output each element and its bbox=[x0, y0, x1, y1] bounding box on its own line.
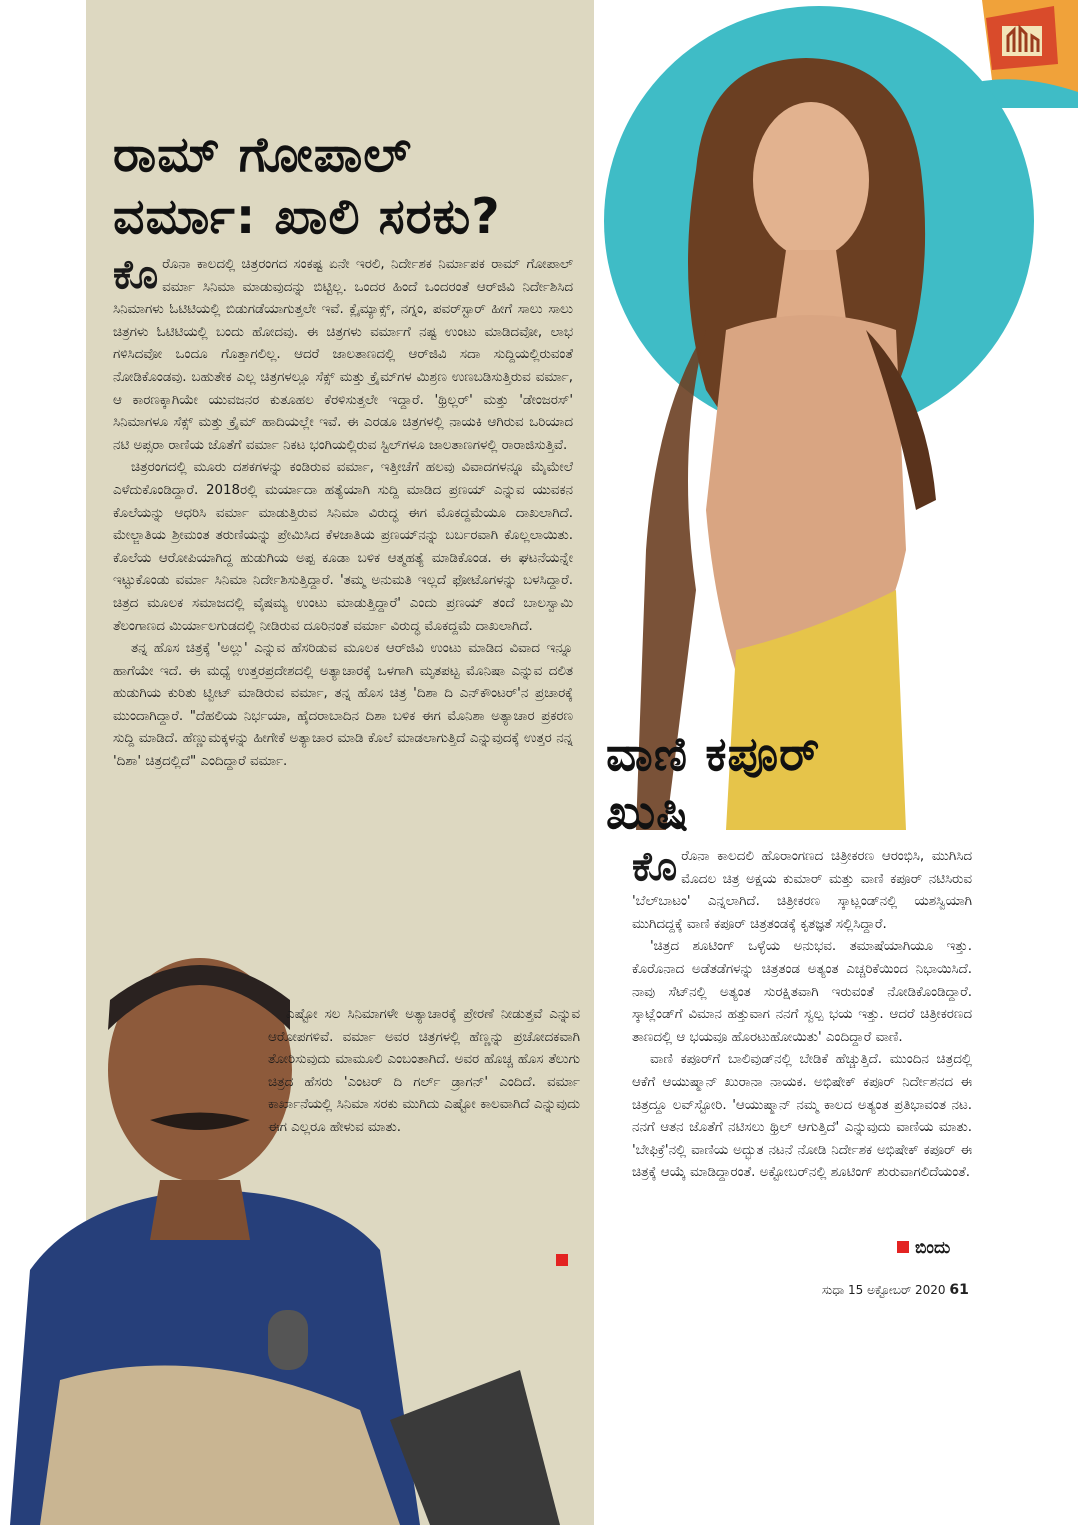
page-number: 61 bbox=[949, 1282, 969, 1298]
article2-paragraph: ವಾಣಿ ಕಪೂರ್‌ಗೆ ಬಾಲಿವುಡ್‌ನಲ್ಲಿ ಬೇಡಿಕೆ ಹೆಚ್ಚುತ್ತಿದೆ. ಮುಂದಿನ ಚಿತ್ರದಲ್ಲಿ ಆಕೆಗೆ ಆಯುಷ್ಮಾನ್ ಖುರಾನಾ ನಾಯಕ. ಅಭಿಷೇಕ್ ಕಪೂರ್ ನಿರ್ದೇಶನದ ಈ ಚಿತ್ರದ್ದೂ ಲವ್‌ಸ್ಟೋರಿ. 'ಆಯುಷ್ಮಾನ್ ನಮ್ಮ ಕಾಲದ ಅತ್ಯಂತ ಪ್ರತಿಭಾವಂತ ನಟ. ನನಗೆ ಆತನ ಜೊತೆಗೆ ನಟಿಸಲು ಥ್ರಿಲ್ ಆಗುತ್ತಿದೆ' ಎನ್ನುವುದು ವಾಣಿಯ ಮಾತು. 'ಬೇಫಿಕ್ರೆ'ನಲ್ಲಿ ವಾಣಿಯ ಅದ್ಭುತ ನಟನೆ ನೋಡಿ ನಿರ್ದೇಶಕ ಅಭಿಷೇಕ್ ಕಪೂರ್ ಈ ಚಿತ್ರಕ್ಕೆ ಆಯ್ಕೆ ಮಾಡಿದ್ದಾರಂತೆ. ಅಕ್ಟೋಬರ್‌ನಲ್ಲಿ ಶೂಟಿಂಗ್ ಶುರುವಾಗಲಿದೆಯಂತೆ. bbox=[632, 1052, 972, 1181]
article1-title-line2: ವರ್ಮಾ: ಖಾಲಿ ಸರಕು? bbox=[113, 188, 501, 245]
vaani-kapoor-photo bbox=[636, 30, 966, 830]
article1-body bbox=[113, 254, 573, 774]
author-name: ಬಿಂದು bbox=[915, 1238, 951, 1258]
article1-paragraph: ಕೊರೊನಾ ಕಾಲದಲ್ಲಿ ಚಿತ್ರರಂಗದ ಸಂಕಷ್ಟ ಏನೇ ಇರಲಿ, ನಿರ್ದೇಶಕ ನಿರ್ಮಾಪಕ ರಾಮ್ ಗೋಪಾಲ್ ವರ್ಮಾ ಸಿನಿಮಾ ಮಾಡುವುದನ್ನು ಬಿಟ್ಟಿಲ್ಲ. ಒಂದರ ಹಿಂದೆ ಒಂದರಂತೆ ಆರ್‌ಜಿವಿ ನಿರ್ದೇಶಿಸಿದ ಸಿನಿಮಾಗಳು ಓಟಿಟಿಯಲ್ಲಿ ಬಿಡುಗಡೆಯಾಗುತ್ತಲೇ ಇವೆ. ಕ್ಲೈಮ್ಯಾಕ್ಸ್, ನಗ್ನಂ, ಪವರ್‌ಸ್ಟಾರ್ ಹೀಗೆ ಸಾಲು ಸಾಲು ಚಿತ್ರಗಳು ಓಟಿಟಿಯಲ್ಲಿ ಬಂದು ಹೋದವು. ಈ ಚಿತ್ರಗಳು ವರ್ಮಾಗೆ ನಷ್ಟ ಉಂಟು ಮಾಡಿದವೋ, ಲಾಭ ಗಳಿಸಿದವೋ ಒಂದೂ ಗೊತ್ತಾಗಲಿಲ್ಲ. ಆದರೆ ಜಾಲತಾಣದಲ್ಲಿ ಆರ್‌ಜಿವಿ ಸದಾ ಸುದ್ದಿಯಲ್ಲಿರುವಂತೆ ನೋಡಿಕೊಂಡವು. ಬಹುತೇಕ ಎಲ್ಲ ಚಿತ್ರಗಳಲ್ಲೂ ಸೆಕ್ಸ್ ಮತ್ತು ಕ್ರೈಮ್‌ಗಳ ಮಿಶ್ರಣ ಉಣಬಡಿಸುತ್ತಿರುವ ವರ್ಮಾ, ಆ ಕಾರಣಕ್ಕಾಗಿಯೇ ಯುವಜನರ ಕುತೂಹಲ ಕೆರಳಿಸುತ್ತಲೇ ಇದ್ದಾರೆ. 'ಥ್ರಿಲ್ಲರ್' ಮತ್ತು 'ಡೇಂಜರಸ್' ಸಿನಿಮಾಗಳೂ ಸೆಕ್ಸ್ ಮತ್ತು ಕ್ರೈಮ್ ಹಾದಿಯಲ್ಲೇ ಇವೆ. ಈ ಎರಡೂ ಚಿತ್ರಗಳಲ್ಲಿ ನಾಯಕಿ ಆಗಿರುವ ಒರಿಯಾದ ನಟಿ ಅಪ್ಸರಾ ರಾಣಿಯ ಜೊತೆಗೆ ವರ್ಮಾ ನಿಕಟ ಭಂಗಿಯಲ್ಲಿರುವ ಸ್ಟಿಲ್‌ಗಳೂ ಜಾಲತಾಣಗಳಲ್ಲಿ ರಾರಾಜಿಸುತ್ತಿವೆ. bbox=[113, 252, 573, 453]
article1-paragraph: ಎಷ್ಟೋ ಸಲ ಸಿನಿಮಾಗಳೇ ಅತ್ಯಾಚಾರಕ್ಕೆ ಪ್ರೇರಣೆ ನೀಡುತ್ತವೆ ಎನ್ನುವ ಆರೋಪಗಳಿವೆ. ವರ್ಮಾ ಅವರ ಚಿತ್ರಗಳಲ್ಲಿ ಹೆಣ್ಣನ್ನು ಪ್ರಚೋದಕವಾಗಿ ತೋರಿಸುವುದು ಮಾಮೂಲಿ ಎಂಬಂತಾಗಿದೆ. ಅವರ ಹೊಚ್ಚ ಹೊಸ ತೆಲುಗು ಚಿತ್ರದ ಹೆಸರು 'ಎಂಟರ್ ದಿ ಗರ್ಲ್ ಡ್ರಾಗನ್' ಎಂದಿದೆ. ವರ್ಮಾ ಕಾರ್ಖಾನೆಯಲ್ಲಿ ಸಿನಿಮಾ ಸರಕು ಮುಗಿದು ಎಷ್ಟೋ ಕಾಲವಾಗಿದೆ ಎನ್ನುವುದು ಈಗ ಎಲ್ಲರೂ ಹೇಳುವ ಮಾತು. bbox=[268, 1007, 580, 1135]
article1-title-line1: ರಾಮ್ ಗೋಪಾಲ್ bbox=[113, 126, 412, 183]
article2-paragraph: 'ಚಿತ್ರದ ಶೂಟಿಂಗ್ ಒಳ್ಳೆಯ ಅನುಭವ. ತಮಾಷೆಯಾಗಿಯೂ ಇತ್ತು. ಕೊರೊನಾದ ಅಡೆತಡೆಗಳನ್ನು ಚಿತ್ರತಂಡ ಅತ್ಯಂತ ಎಚ್ಚರಿಕೆಯಿಂದ ನಿಭಾಯಿಸಿದೆ. ನಾವು ಸೆಟ್‌ನಲ್ಲಿ ಅತ್ಯಂತ ಸುರಕ್ಷಿತವಾಗಿ ಇರುವಂತೆ ನೋಡಿಕೊಂಡಿದ್ದಾರೆ. ಸ್ಕಾಟ್ಲೆಂಡ್‌ಗೆ ವಿಮಾನ ಹತ್ತುವಾಗ ನನಗೆ ಸ್ವಲ್ಪ ಭಯ ಇತ್ತು. ಆದರೆ ಚಿತ್ರೀಕರಣದ ತಾಣದಲ್ಲಿ ಆ ಭಯವೂ ಹೊರಟುಹೋಯಿತು' ಎಂದಿದ್ದಾರೆ ವಾಣಿ. bbox=[632, 939, 972, 1045]
article1-dropcap: ಕೊ bbox=[113, 252, 159, 298]
page-footer bbox=[822, 1282, 969, 1298]
byline-end-mark bbox=[897, 1241, 909, 1253]
article2-headline bbox=[606, 726, 986, 842]
article2-byline bbox=[897, 1238, 950, 1258]
article2-paragraph: ಕೊರೊನಾ ಕಾಲದಲಿ ಹೊರಾಂಗಣದ ಚಿತ್ರೀಕರಣ ಆರಂಭಿಸಿ, ಮುಗಿಸಿದ ಮೊದಲ ಚಿತ್ರ ಅಕ್ಷಯ ಕುಮಾರ್ ಮತ್ತು ವಾಣಿ ಕಪೂರ್ ನಟಿಸಿರುವ 'ಬೆಲ್‌ಬಾಟಂ' ಎನ್ನಲಾಗಿದೆ. ಚಿತ್ರೀಕರಣ ಸ್ಕಾಟ್ಲಂಡ್‌ನಲ್ಲಿ ಯಶಸ್ವಿಯಾಗಿ ಮುಗಿದದ್ದಕ್ಕೆ ವಾಣಿ ಕಪೂರ್ ಚಿತ್ರತಂಡಕ್ಕೆ ಕೃತಜ್ಞತೆ ಸಲ್ಲಿಸಿದ್ದಾರೆ. bbox=[632, 844, 972, 932]
article1-headline bbox=[113, 124, 583, 248]
article2-title-line1: ವಾಣಿ ಕಪೂರ್ bbox=[606, 727, 821, 782]
article2-dropcap: ಕೊ bbox=[632, 844, 678, 890]
article2-body bbox=[632, 846, 972, 1185]
magazine-date: ಸುಧಾ 15 ಅಕ್ಟೋಬರ್ 2020 bbox=[822, 1283, 946, 1297]
article1-paragraph: ಚಿತ್ರರಂಗದಲ್ಲಿ ಮೂರು ದಶಕಗಳನ್ನು ಕಂಡಿರುವ ವರ್ಮಾ, ಇತ್ತೀಚೆಗೆ ಹಲವು ವಿವಾದಗಳನ್ನೂ ಮೈಮೇಲೆ ಎಳೆದುಕೊಂಡಿದ್ದಾರೆ. 2018ರಲ್ಲಿ ಮರ್ಯಾದಾ ಹತ್ಯೆಯಾಗಿ ಸುದ್ದಿ ಮಾಡಿದ ಪ್ರಣಯ್ ಎನ್ನುವ ಯುವಕನ ಕೊಲೆಯನ್ನು ಆಧರಿಸಿ ವರ್ಮಾ ಮಾಡುತ್ತಿರುವ ಸಿನಿಮಾ ವಿರುದ್ಧ ಈಗ ಮೊಕದ್ದಮೆಯೂ ದಾಖಲಾಗಿದೆ. ಮೇಲ್ಜಾತಿಯ ಶ್ರೀಮಂತ ತರುಣಿಯನ್ನು ಪ್ರೇಮಿಸಿದ ಕೆಳಜಾತಿಯ ಪ್ರಣಯ್‌ನನ್ನು ಬರ್ಬರವಾಗಿ ಕೊಲ್ಲಲಾಯಿತು. ಕೊಲೆಯ ಆರೋಪಿಯಾಗಿದ್ದ ಹುಡುಗಿಯ ಅಪ್ಪ ಕೂಡಾ ಬಳಿಕ ಆತ್ಮಹತ್ಯೆ ಮಾಡಿಕೊಂಡ. ಈ ಘಟನೆಯನ್ನೇ ಇಟ್ಟುಕೊಂಡು ವರ್ಮಾ ಸಿನಿಮಾ ನಿರ್ದೇಶಿಸುತ್ತಿದ್ದಾರೆ. 'ತಮ್ಮ ಅನುಮತಿ ಇಲ್ಲದೆ ಫೋಟೊಗಳನ್ನು ಬಳಸಿದ್ದಾರೆ. ಚಿತ್ರದ ಮೂಲಕ ಸಮಾಜದಲ್ಲಿ ವೈಷಮ್ಯ ಉಂಟು ಮಾಡುತ್ತಿದ್ದಾರೆ' ಎಂದು ಪ್ರಣಯ್ ತಂದೆ ಬಾಲಸ್ವಾಮಿ ತೆಲಂಗಾಣದ ಮಿರ್ಯಾಲಗುಡದಲ್ಲಿ ನೀಡಿರುವ ದೂರಿನಂತೆ ವರ್ಮಾ ವಿರುದ್ಧ ಮೊಕದ್ದಮೆ ದಾಖಲಾಗಿದೆ. bbox=[113, 460, 573, 634]
article1-body-wrap bbox=[268, 1004, 580, 1140]
article2-title-line2: ಖುಷಿ bbox=[606, 785, 690, 840]
article1-paragraph: ತನ್ನ ಹೊಸ ಚಿತ್ರಕ್ಕೆ 'ಅಲ್ಲು' ಎನ್ನುವ ಹೆಸರಿಡುವ ಮೂಲಕ ಆರ್‌ಜಿವಿ ಉಂಟು ಮಾಡಿದ ವಿವಾದ ಇನ್ನೂ ಹಾಗೆಯೇ ಇದೆ. ಈ ಮಧ್ಯೆ ಉತ್ತರಪ್ರದೇಶದಲ್ಲಿ ಅತ್ಯಾಚಾರಕ್ಕೆ ಒಳಗಾಗಿ ಮೃತಪಟ್ಟ ಮೊನಿಷಾ ಎನ್ನುವ ದಲಿತ ಹುಡುಗಿಯ ಕುರಿತು ಟ್ವೀಟ್ ಮಾಡಿರುವ ವರ್ಮಾ, ತನ್ನ ಹೊಸ ಚಿತ್ರ 'ದಿಶಾ ದಿ ಎನ್‌ಕೌಂಟರ್'ನ ಪ್ರಚಾರಕ್ಕೆ ಮುಂದಾಗಿದ್ದಾರೆ. "ದೆಹಲಿಯ ನಿರ್ಭಯಾ, ಹೈದರಾಬಾದಿನ ದಿಶಾ ಬಳಿಕ ಈಗ ಮೊನಿಶಾ ಅತ್ಯಾಚಾರ ಪ್ರಕರಣ ಸುದ್ದಿ ಮಾಡಿದೆ. ಹೆಣ್ಣುಮಕ್ಕಳನ್ನು ಹೀಗೇಕೆ ಅತ್ಯಾಚಾರ ಮಾಡಿ ಕೊಲೆ ಮಾಡಲಾಗುತ್ತಿದೆ ಎನ್ನುವುದಕ್ಕೆ ಉತ್ತರ ನನ್ನ 'ದಿಶಾ' ಚಿತ್ರದಲ್ಲಿದೆ" ಎಂದಿದ್ದಾರೆ ವರ್ಮಾ. bbox=[113, 641, 573, 770]
article1-end-mark bbox=[556, 1254, 568, 1266]
